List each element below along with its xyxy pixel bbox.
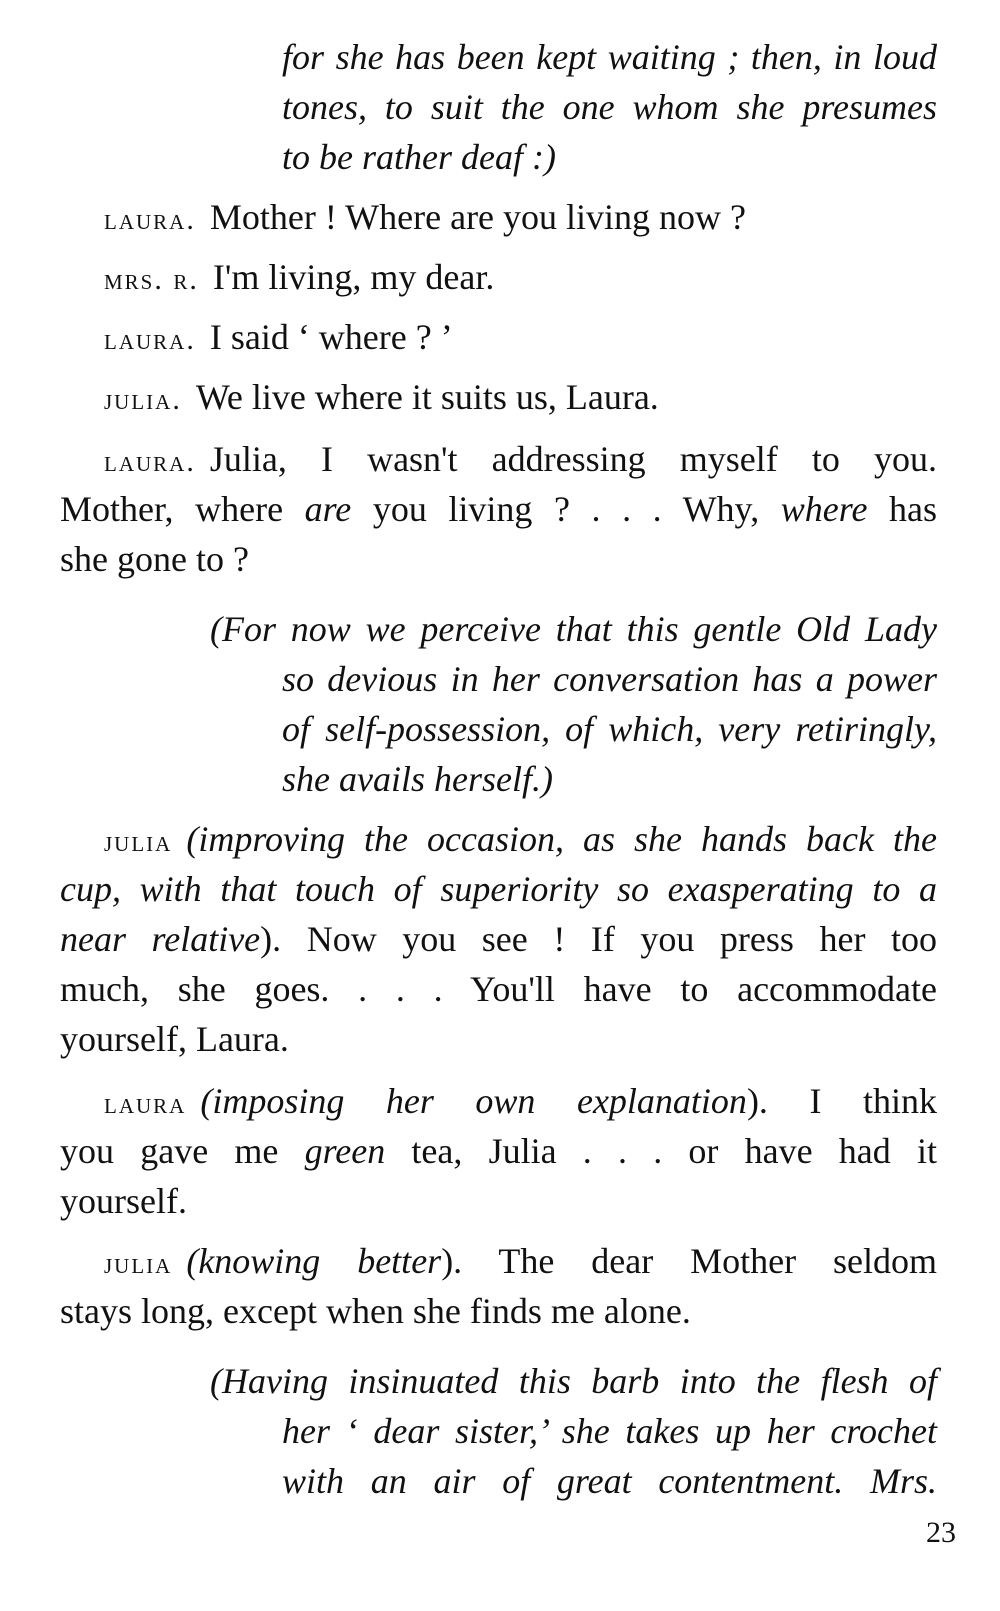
emphasis: green (304, 1131, 386, 1171)
dialogue-text: ). I think (746, 1081, 937, 1121)
dialogue-text: Mother ! Where are you living now ? (209, 197, 747, 237)
dialogue-line (104, 312, 453, 362)
dialogue-line (60, 484, 937, 534)
dialogue-text: ). Now you see ! If you press her too (260, 919, 937, 959)
dialogue-line (104, 814, 937, 864)
speaker-name: laura. (104, 445, 196, 478)
dialogue-line: yourself, Laura. (60, 1019, 289, 1059)
stage-direction: (knowing better (186, 1241, 442, 1281)
dialogue-line (104, 1236, 937, 1286)
stage-direction: (imposing her own explanation (200, 1081, 747, 1121)
text-run: tea, Julia . . . or have had it (385, 1131, 937, 1171)
dialogue-text: I'm living, my dear. (212, 257, 495, 297)
stage-direction-line: (For now we perceive that this gentle Old Lady (210, 609, 937, 649)
stage-direction-line: so devious in her conversation has a power (282, 659, 937, 699)
page-number: 23 (926, 1516, 956, 1549)
stage-direction: near relative (60, 919, 261, 959)
stage-direction-line: she avails herself.) (282, 759, 553, 799)
text-run: Mother, where (60, 489, 305, 529)
dialogue-line (104, 372, 659, 422)
stage-direction-line: her ‘ dear sister,’ she takes up her crochet (282, 1411, 937, 1451)
dialogue-text: We live where it suits us, Laura. (195, 377, 659, 417)
speaker-name: laura. (104, 323, 196, 356)
dialogue-line: she gone to ? (60, 539, 249, 579)
dialogue-text: Julia, I wasn't addressing myself to you. (209, 439, 937, 479)
stage-direction-line: of self-possession, of which, very retiringly, (282, 709, 937, 749)
dialogue-line (104, 434, 937, 484)
dialogue-line (60, 1126, 937, 1176)
stage-direction-line: to be rather deaf :) (282, 137, 556, 177)
speaker-name: julia. (104, 383, 182, 416)
dialogue-line: stays long, except when she finds me alone. (60, 1291, 691, 1331)
dialogue-text: ). The dear Mother seldom (441, 1241, 937, 1281)
text-run: has (867, 489, 937, 529)
stage-direction-line: for she has been kept waiting ; then, in loud (282, 37, 937, 77)
dialogue-line: yourself. (60, 1181, 187, 1221)
dialogue-line (60, 914, 937, 964)
emphasis: are (304, 489, 352, 529)
speaker-name: julia (104, 825, 173, 858)
dialogue-line: much, she goes. . . . You'll have to accommodate (60, 969, 937, 1009)
stage-direction-line: cup, with that touch of superiority so exasperating to a (60, 869, 937, 909)
dialogue-line (104, 252, 494, 302)
speaker-name: laura (104, 1087, 187, 1120)
stage-direction-line: (Having insinuated this barb into the flesh of (210, 1361, 937, 1401)
stage-direction-line: tones, to suit the one whom she presumes (282, 87, 937, 127)
dialogue-line (104, 192, 746, 242)
stage-direction: (improving the occasion, as she hands back the (186, 819, 937, 859)
speaker-name: mrs. r. (104, 263, 199, 296)
speaker-name: julia (104, 1247, 173, 1280)
text-run: you gave me (60, 1131, 305, 1171)
dialogue-text: I said ‘ where ? ’ (209, 317, 453, 357)
stage-direction-line: with an air of great contentment. Mrs. (282, 1461, 937, 1501)
text-run: you living ? . . . Why, (351, 489, 781, 529)
speaker-name: laura. (104, 203, 196, 236)
emphasis: where (780, 489, 868, 529)
dialogue-line (104, 1076, 937, 1126)
